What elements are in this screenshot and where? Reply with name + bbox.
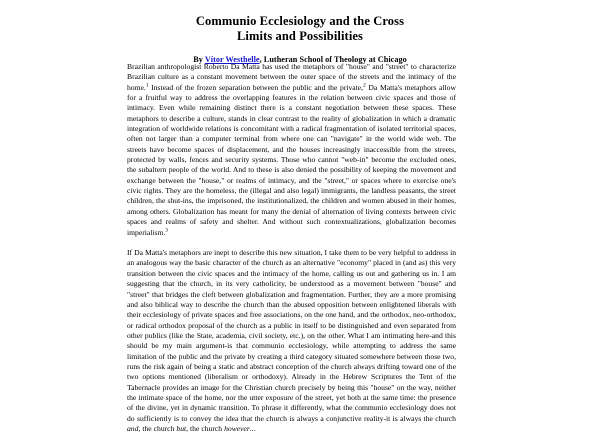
document-title-block <box>0 0 600 44</box>
page-title-line-1: Communio Ecclesiology and the Cross <box>195 14 405 28</box>
footnote-marker[interactable]: 3 <box>165 226 169 233</box>
footnote-marker[interactable]: 1 <box>145 82 149 89</box>
emphasized-text: and <box>127 423 139 433</box>
emphasized-text: however <box>224 423 250 433</box>
page-title-line-2: Limits and Possibilities <box>236 29 364 43</box>
emphasized-text: but <box>176 423 187 433</box>
paragraph-1: Brazilian anthropologist Roberto Da Matta has used the metaphors of "house" and "street" to characterize Brazilian culture as a constant movement between the outer space of the streets and the intimacy of the home.$^1$ Instead of the frozen separation between the public and the private,$^2$ Da Matta's metaphors allow for a fruitful way to address the overlapping features in the relation between civic spaces and those of intimacy. Even while remaining distinct there is a constant negotiation between these spaces. These metaphors to describe a culture, stands in clear contrast to the reality of globalization in which a dramatic integration of worldwide relations is concomitant with a radical fragmentation of isolated territorial spaces, often not larger than a computer terminal from where one can "navigate" in the world wide web. The streets have become spaces of displacement, and the houses increasingly inaccessible from the streets, protected by walls, fences and security systems. Those who cannot "web-in" become the excluded ones, the subaltern people of the world. And to these is also denied the possibility of keeping the movement and exchange between the "house," or realms of intimacy, and the "street," or spaces where to exercise one's civic rights. They are the homeless, the (illegal and also legal) immigrants, the landless peasants, the street children, the shut-ins, the imprisoned, the institutionalized, the children and women abused in their homes, among others. Globalization has meant for many the denial of alternation of living contexts between civic spaces and realms of safety and shelter. And without such contextualizations, globalization becomes imperialism.$^3$ <box>127 62 456 237</box>
byline-prefix: By <box>193 55 205 64</box>
byline-affiliation: , Lutheran School of Theology at Chicago <box>259 55 407 64</box>
author-link[interactable]: Vítor Westhelle <box>204 55 260 64</box>
document-body <box>127 62 456 434</box>
paragraph-2: If Da Matta's metaphors are inept to describe this new situation, I take them to be very helpful to address in an analogous way the basic character of the church as an alternative "economy" placed in (and as) this very transition between the civic spaces and the intimacy of the home, calling us out and gathering us in. I am suggesting that the church, in its very catholicity, be understood as a movement between "house" and "street" that bridges the cleft between globalization and fragmentation. Further, they are a more promising and also biblical way to describe the church than the abused opposition between enlightened liberals with their ecclesiology of private spaces and free associations, on the one hand, and the orthodox, neo-orthodox, or radical orthodox proposal of the church as a public in itself to be distinguished and even separated from other publics (like the State, academia, civil society, etc.), on the other. What I am intimating here-and this should be my main argument-is that communio ecclesiology, while attempting to address the same limitation of the public and the private by creating a third category situated somewhere between those two, runs the risk again of being a static and abstract conception of the church always drifting toward one of the two options mentioned (liberalism or orthodoxy). Already in the Hebrew Scriptures the Tent of the Tabernacle provides an image for the Christian church precisely by being this "house" on the way, neither the intimate space of the home, nor the utter exposure of the street, yet both at the same time: the presence of the divine, yet in dynamic transition. To phrase it differently, what the communio ecclesiology does not do sufficiently is to convey the idea that the church is always a conjunctive reality-it is always the church and, the church but, the church however... <box>127 248 457 433</box>
footnote-marker[interactable]: 2 <box>363 82 366 89</box>
